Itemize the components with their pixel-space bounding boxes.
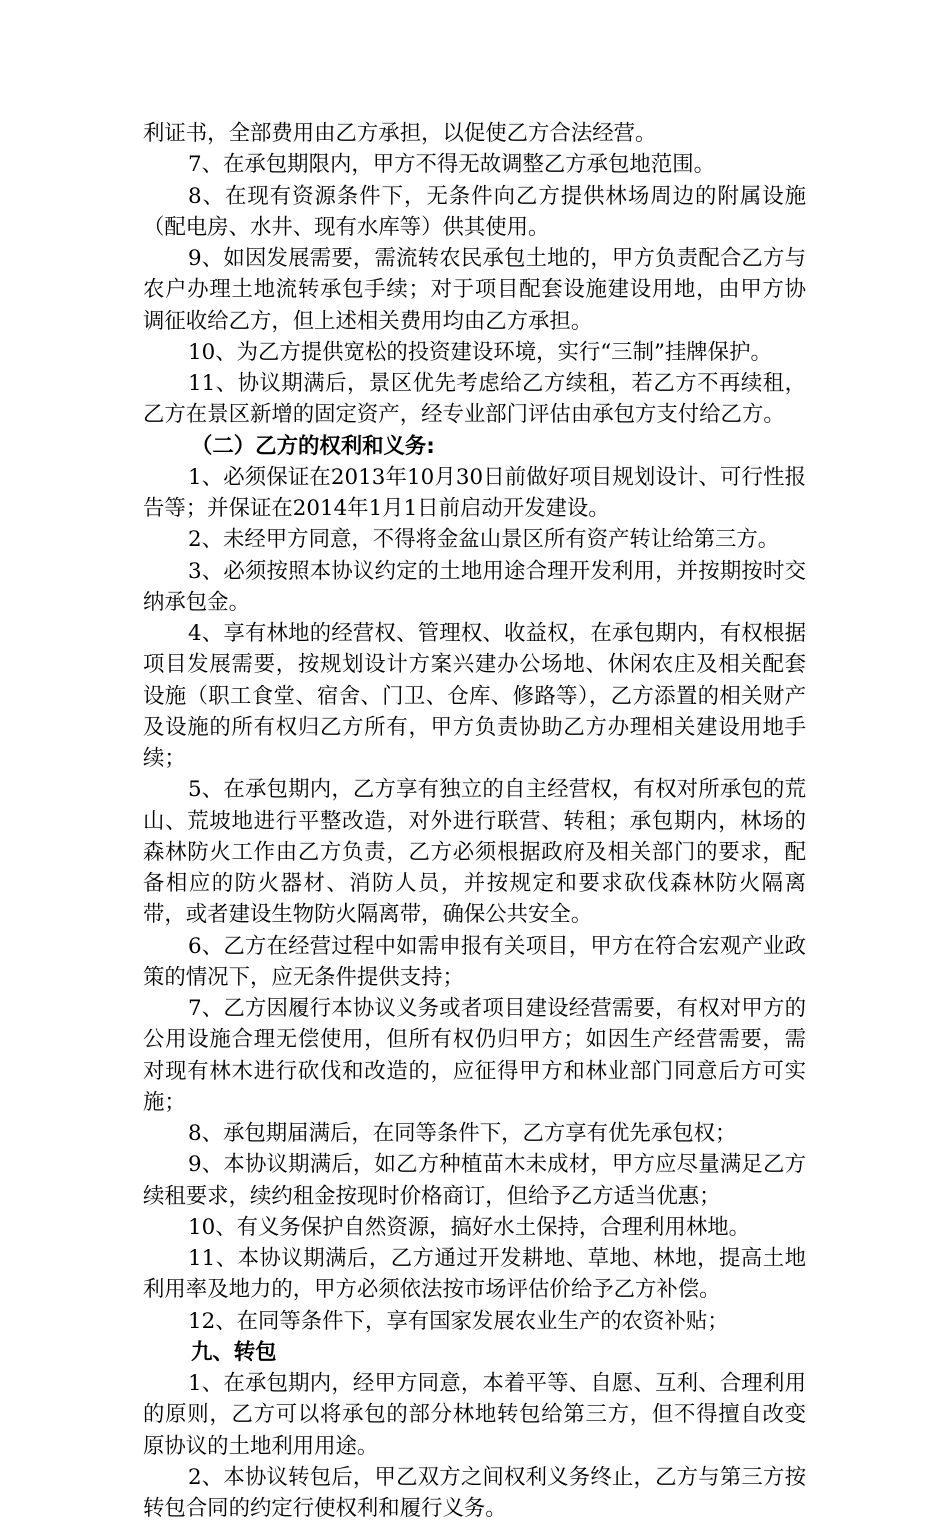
paragraph-b-item-2: 2、未经甲方同意，不得将金盆山景区所有资产转让给第三方。	[188, 527, 780, 553]
paragraph-b-item-8: 8、承包期届满后，在同等条件下，乙方享有优先承包权；	[188, 1121, 737, 1146]
paragraph-b-item-9: 9、本协议期满后，如乙方种植苗木未成材，甲方应尽量满足乙方续租要求，续约租金按现时价格商订，但给予乙方适当优惠；	[143, 1152, 806, 1209]
paragraph-b-item-12: 12、在同等条件下，享有国家发展农业生产的农资补贴；	[188, 1308, 729, 1334]
paragraph-b-item-6: 6、乙方在经营过程中如需申报有关项目，甲方在符合宏观产业政策的情况下，应无条件提供支持；	[143, 933, 806, 990]
paragraph-item-8: 8、在现有资源条件下，无条件向乙方提供林场周边的附属设施（配电房、水井、现有水库等）供其使用。	[143, 183, 806, 240]
paragraph-subcontract-item-1: 1、在承包期内，经甲方同意，本着平等、自愿、互利、合理利用的原则，乙方可以将承包的部分林地转包给第三方，但不得擅自改变原协议的土地利用用途。	[143, 1371, 806, 1459]
paragraph-subcontract-item-2: 2、本协议转包后，甲乙双方之间权利义务终止，乙方与第三方按转包合同的约定行使权利和履行义务。	[143, 1464, 806, 1521]
paragraph-b-item-7: 7、乙方因履行本协议义务或者项目建设经营需要，有权对甲方的公用设施合理无偿使用，但所有权仍归甲方；如因生产经营需要，需对现有林木进行砍伐和改造的，应征得甲方和林业部门同意后方可实施；	[143, 996, 806, 1115]
paragraph-b-item-11: 11、本协议期满后，乙方通过开发耕地、草地、林地，提高土地利用率及地力的，甲方必须依法按市场评估价给予乙方补偿。	[143, 1246, 806, 1303]
paragraph-b-item-1: 1、必须保证在2013年10月30日前做好项目规划设计、可行性报告等；并保证在2014年1月1日前启动开发建设。	[143, 464, 806, 521]
paragraph-b-item-3: 3、必须按照本协议约定的土地用途合理开发利用，并按期按时交纳承包金。	[143, 558, 806, 615]
section-heading-party-b: （二）乙方的权利和义务:	[191, 433, 435, 459]
paragraph-b-item-10: 10、有义务保护自然资源，搞好水土保持，合理利用林地。	[188, 1214, 750, 1240]
paragraph-continuation: 利证书，全部费用由乙方承担，以促使乙方合法经营。	[143, 121, 657, 146]
paragraph-b-item-5: 5、在承包期内，乙方享有独立的自主经营权，有权对所承包的荒山、荒坡地进行平整改造，对外进行联营、转租；承包期内，林场的森林防火工作由乙方负责，乙方必须根据政府及相关部门的要求，配备相应的防火器材、消防人员，并按规定和要求砍伐森林防火隔离带，或者建设生物防火隔离带，确保公共安全。	[143, 777, 806, 928]
section-heading-subcontract: 九、转包	[191, 1339, 277, 1365]
paragraph-item-11: 11、协议期满后，景区优先考虑给乙方续租，若乙方不再续租，乙方在景区新增的固定资产，经专业部门评估由承包方支付给乙方。	[143, 371, 806, 428]
paragraph-item-10: 10、为乙方提供宽松的投资建设环境，实行“三制”挂牌保护。	[188, 339, 772, 365]
paragraph-item-9: 9、如因发展需要，需流转农民承包土地的，甲方负责配合乙方与农户办理土地流转承包手续；对于项目配套设施建设用地，由甲方协调征收给乙方，但上述相关费用均由乙方承担。	[143, 246, 806, 334]
paragraph-item-7: 7、在承包期限内，甲方不得无故调整乙方承包地范围。	[188, 152, 715, 178]
paragraph-b-item-4: 4、享有林地的经营权、管理权、收益权，在承包期内，有权根据项目发展需要，按规划设计方案兴建办公场地、休闲农庄及相关配套设施（职工食堂、宿舍、门卫、仓库、修路等），乙方添置的相关财产及设施的所有权归乙方所有，甲方负责协助乙方办理相关建设用地手续；	[143, 621, 806, 771]
